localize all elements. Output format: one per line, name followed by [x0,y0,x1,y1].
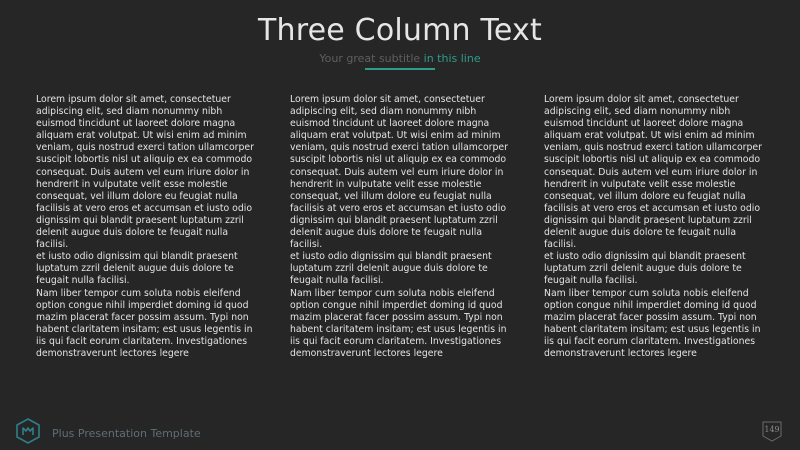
slide-title: Three Column Text [258,13,542,48]
template-name: Plus Presentation Template [52,427,201,440]
text-column-2 [290,94,512,360]
slide-subtitle [0,52,800,66]
page-number-badge [761,420,783,442]
column-paragraph: et iusto odio dignissim qui blandit praesent luptatum zzril delenit augue duis dolore te feugait nulla facilisi. [290,251,492,287]
column-paragraph: et iusto odio dignissim qui blandit praesent luptatum zzril delenit augue duis dolore te feugait nulla facilisi. [36,251,238,287]
column-paragraph: Lorem ipsum dolor sit amet, consectetuer adipiscing elit, sed diam nonummy nibh euismod tincidunt ut laoreet dolore magna aliquam erat volutpat. Ut wisi enim ad minim veniam, quis nostrud exerci tation ullamcorper suscipit lobortis nisl ut aliquip ex ea commodo consequat. Duis autem vel eum iriure dolor in hendrerit in vulputate velit esse molestie consequat, vel illum dolore eu feugiat nulla facilisis at vero eros et accumsan et iusto odio dignissim qui blandit praesent luptatum zzril delenit augue duis dolore te feugait nulla facilisi. [36,94,254,251]
column-paragraph: Nam liber tempor cum soluta nobis eleifend option congue nihil imperdiet doming id quod mazim placerat facer possim assum. Typi non habent claritatem insitam; est usus legentis in iis qui facit eorum claritatem. Investigationes demonstraverunt lectores legere [290,287,507,359]
hexagon-logo-icon [16,418,40,444]
column-paragraph: Nam liber tempor cum soluta nobis eleifend option congue nihil imperdiet doming id quod mazim placerat facer possim assum. Typi non habent claritatem insitam; est usus legentis in iis qui facit eorum claritatem. Investigationes demonstraverunt lectores legere [36,287,253,359]
subtitle-text: Your great subtitle [319,52,424,65]
page-number: 149 [764,425,780,434]
column-paragraph: Lorem ipsum dolor sit amet, consectetuer adipiscing elit, sed diam nonummy nibh euismod tincidunt ut laoreet dolore magna aliquam erat volutpat. Ut wisi enim ad minim veniam, quis nostrud exerci tation ullamcorper suscipit lobortis nisl ut aliquip ex ea commodo consequat. Duis autem vel eum iriure dolor in hendrerit in vulputate velit esse molestie consequat, vel illum dolore eu feugiat nulla facilisis at vero eros et accumsan et iusto odio dignissim qui blandit praesent luptatum zzril delenit augue duis dolore te feugait nulla facilisi. [290,94,508,251]
column-paragraph: Nam liber tempor cum soluta nobis eleifend option congue nihil imperdiet doming id quod mazim placerat facer possim assum. Typi non habent claritatem insitam; est usus legentis in iis qui facit eorum claritatem. Investigationes demonstraverunt lectores legere [544,287,761,359]
column-paragraph: et iusto odio dignissim qui blandit praesent luptatum zzril delenit augue duis dolore te feugait nulla facilisi. [544,251,746,287]
title-underline [365,68,435,70]
column-paragraph: Lorem ipsum dolor sit amet, consectetuer adipiscing elit, sed diam nonummy nibh euismod tincidunt ut laoreet dolore magna aliquam erat volutpat. Ut wisi enim ad minim veniam, quis nostrud exerci tation ullamcorper suscipit lobortis nisl ut aliquip ex ea commodo consequat. Duis autem vel eum iriure dolor in hendrerit in vulputate velit esse molestie consequat, vel illum dolore eu feugiat nulla facilisis at vero eros et accumsan et iusto odio dignissim qui blandit praesent luptatum zzril delenit augue duis dolore te feugait nulla facilisi. [544,94,762,251]
text-column-3 [544,94,766,360]
subtitle-accent-text: in this line [423,52,481,65]
text-column-1 [36,94,258,360]
